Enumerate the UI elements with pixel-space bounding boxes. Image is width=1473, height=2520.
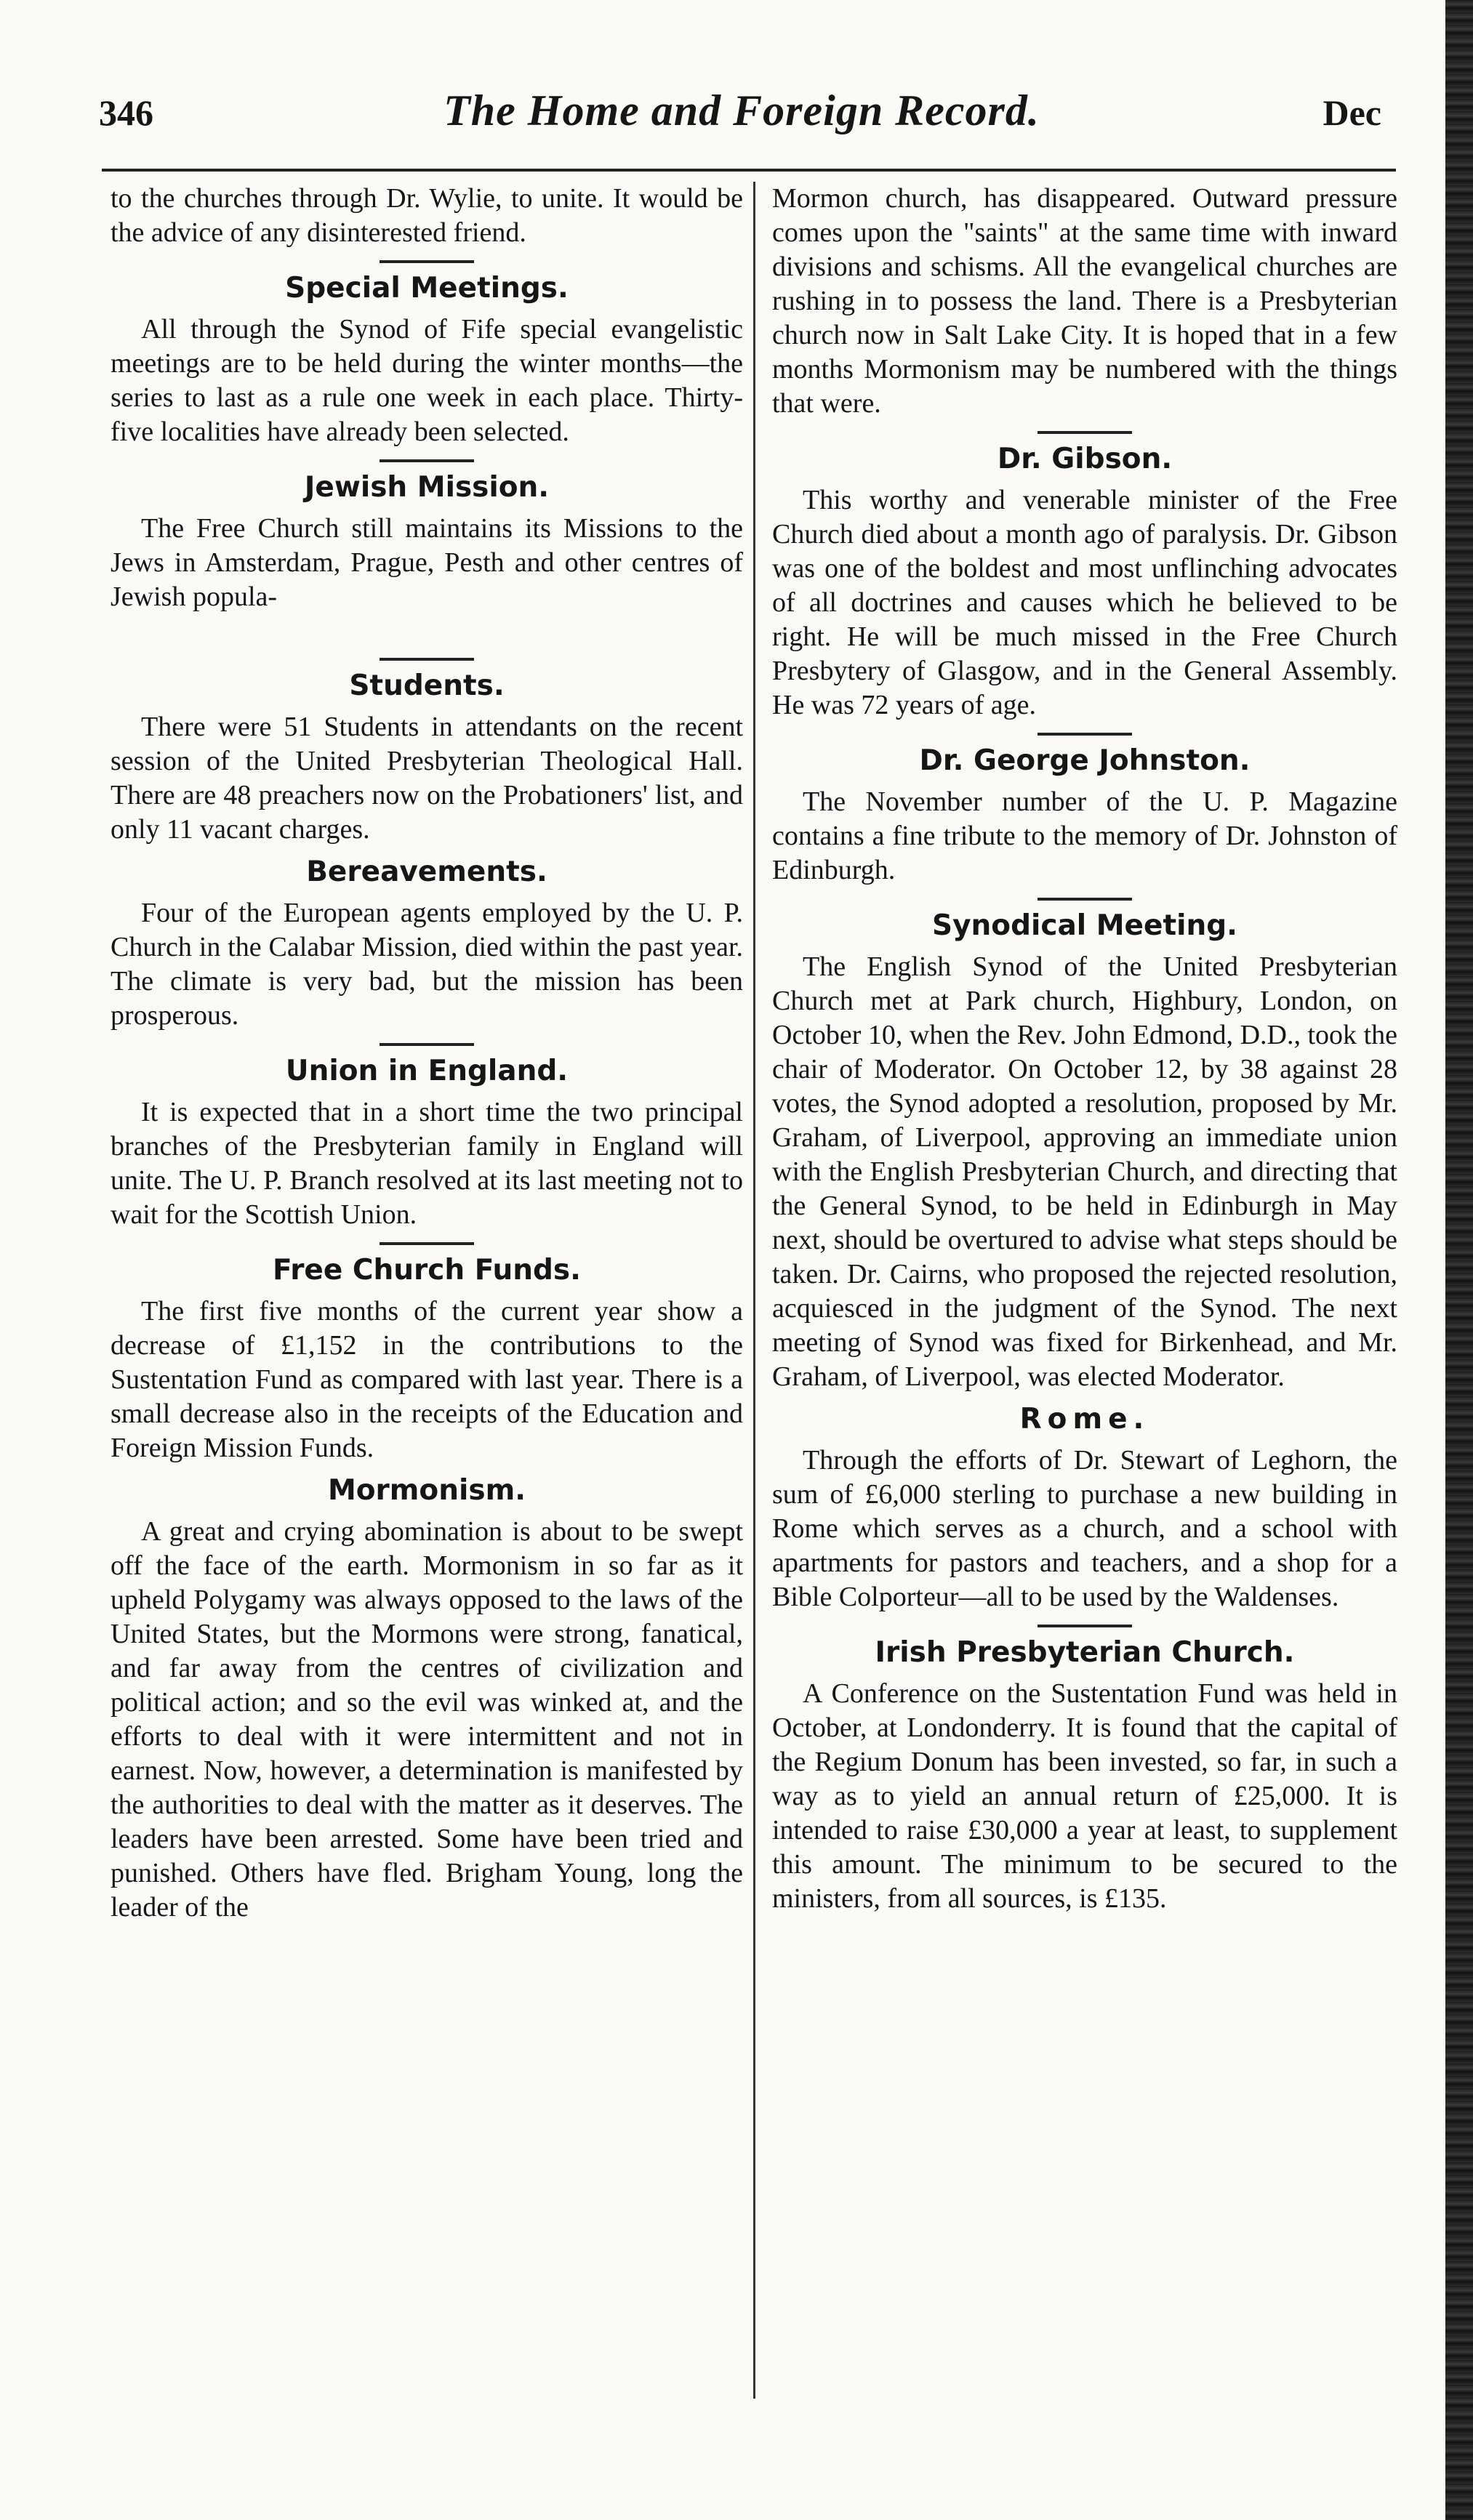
section-rule	[380, 459, 474, 462]
section-rule	[380, 1242, 474, 1245]
body-bereavements: Four of the European agents employed by the U. P. Church in the Calabar Mission, died within the past year. The climate is very bad, but the mission has been prosperous.	[111, 898, 743, 1031]
body-dr-george-johnston: The November number of the U. P. Magazine contains a fine tribute to the memory of Dr. Johnston of Edinburgh.	[772, 786, 1397, 885]
section-rule	[380, 1043, 474, 1046]
heading-union-in-england: Union in England.	[285, 1055, 569, 1087]
journal-title: The Home and Foreign Record.	[443, 86, 1040, 134]
page-number: 346	[99, 92, 153, 133]
page-edge	[1445, 0, 1473, 2520]
heading-dr-george-johnston: Dr. George Johnston.	[919, 744, 1251, 777]
heading-students: Students.	[349, 669, 505, 702]
body-students: There were 51 Students in attendants on the recent session of the United Presbyterian Theological Hall. There are 48 preachers now on the Probationers' list, and only 11 vacant charges.	[111, 712, 743, 845]
right-column	[772, 182, 1397, 1923]
body-mormonism-continued: Mormon church, has disappeared. Outward pressure comes upon the "saints" at the same time with inward divisions and schisms. All the evangelical churches are rushing in to possess the land. There is a Presbyterian church now in Salt Lake City. It is hoped that in a few months Mormonism may be numbered with the things that were.	[772, 183, 1397, 419]
body-jewish-mission: The Free Church still maintains its Missions to the Jews in Amsterdam, Prague, Pesth and other centres of Jewish popula-	[111, 513, 743, 612]
section-rule	[1037, 1625, 1132, 1627]
heading-rome: Rome.	[1019, 1403, 1150, 1436]
heading-bereavements: Bereavements.	[306, 856, 547, 888]
issue-month: Dec	[1323, 92, 1381, 133]
body-union-in-england: It is expected that in a short time the two principal branches of the Presbyterian family in England will unite. The U. P. Branch resolved at its last meeting not to wait for the Scottish Union.	[111, 1097, 743, 1230]
column-divider	[753, 182, 755, 2399]
section-rule	[1037, 898, 1132, 901]
intro-paragraph: to the churches through Dr. Wylie, to unite. It would be the advice of any disinterested friend.	[111, 183, 743, 248]
heading-mormonism: Mormonism.	[327, 1474, 526, 1507]
body-special-meetings: All through the Synod of Fife special evangelistic meetings are to be held during the winter months—the series to last as a rule one week in each place. Thirty-five localities have already been selected.	[111, 314, 743, 447]
section-rule	[1037, 733, 1132, 736]
body-synodical-meeting: The English Synod of the United Presbyterian Church met at Park church, Highbury, London, on October 10, when the Rev. John Edmond, D.D., took the chair of Moderator. On October 12, by 38 against 28 votes, the Synod adopted a resolution, proposed by Mr. Graham, of Liverpool, approving an immediate union with the English Presbyterian Church, and directing that the General Synod, to be held in Edinburgh in May next, should be overtured to advise what steps should be taken. Dr. Cairns, who proposed the rejected resolution, acquiesced in the judgment of the Synod. The next meeting of Synod was fixed for Birkenhead, and Mr. Graham, of Liverpool, was elected Moderator.	[772, 951, 1397, 1392]
section-rule	[1037, 431, 1132, 434]
spacer	[111, 621, 743, 648]
body-rome: Through the efforts of Dr. Stewart of Leghorn, the sum of £6,000 sterling to purchase a new building in Rome which serves as a church, and a school with apartments for pastors and teachers, and a shop for a Bible Colporteur—all to be used by the Waldenses.	[772, 1445, 1397, 1612]
body-mormonism: A great and crying abomination is about to be swept off the face of the earth. Mormonism in so far as it upheld Polygamy was always opposed to the laws of the United States, but the Mormons were strong, fanatical, and far away from the centres of civilization and political action; and so the evil was winked at, and the efforts to deal with it were intermittent and not in earnest. Now, however, a determination is manifested by the authorities to deal with the matter as it deserves. The leaders have been arrested. Some have been tried and punished. Others have fled. Brigham Young, long the leader of the	[111, 1516, 743, 1923]
page-header	[95, 86, 1389, 151]
heading-special-meetings: Special Meetings.	[285, 272, 569, 305]
body-dr-gibson: This worthy and venerable minister of the Free Church died about a month ago of paralysis. Dr. Gibson was one of the boldest and most unflinching advocates of all doctrines and causes which he believed to be right. He will be much missed in the Free Church Presbytery of Glasgow, and in the General Assembly. He was 72 years of age.	[772, 485, 1397, 720]
body-irish-presbyterian-church: A Conference on the Sustentation Fund was held in October, at Londonderry. It is found that the capital of the Regium Donum has been invested, so far, in such a way as to yield an annual return of £25,000. It is intended to raise £30,000 a year at least, to supplement this amount. The minimum to be secured to the ministers, from all sources, is £135.	[772, 1678, 1397, 1914]
left-column	[111, 182, 743, 1932]
heading-free-church-funds: Free Church Funds.	[273, 1254, 581, 1287]
heading-jewish-mission: Jewish Mission.	[304, 471, 550, 504]
heading-irish-presbyterian-church: Irish Presbyterian Church.	[875, 1636, 1295, 1669]
section-rule	[380, 260, 474, 263]
header-rule	[102, 169, 1396, 172]
heading-synodical-meeting: Synodical Meeting.	[932, 909, 1237, 942]
heading-dr-gibson: Dr. Gibson.	[997, 443, 1173, 475]
body-free-church-funds: The first five months of the current year show a decrease of £1,152 in the contributions to the Sustentation Fund as compared with last year. There is a small decrease also in the receipts of the Education and Foreign Mission Funds.	[111, 1296, 743, 1463]
section-rule	[380, 658, 474, 661]
